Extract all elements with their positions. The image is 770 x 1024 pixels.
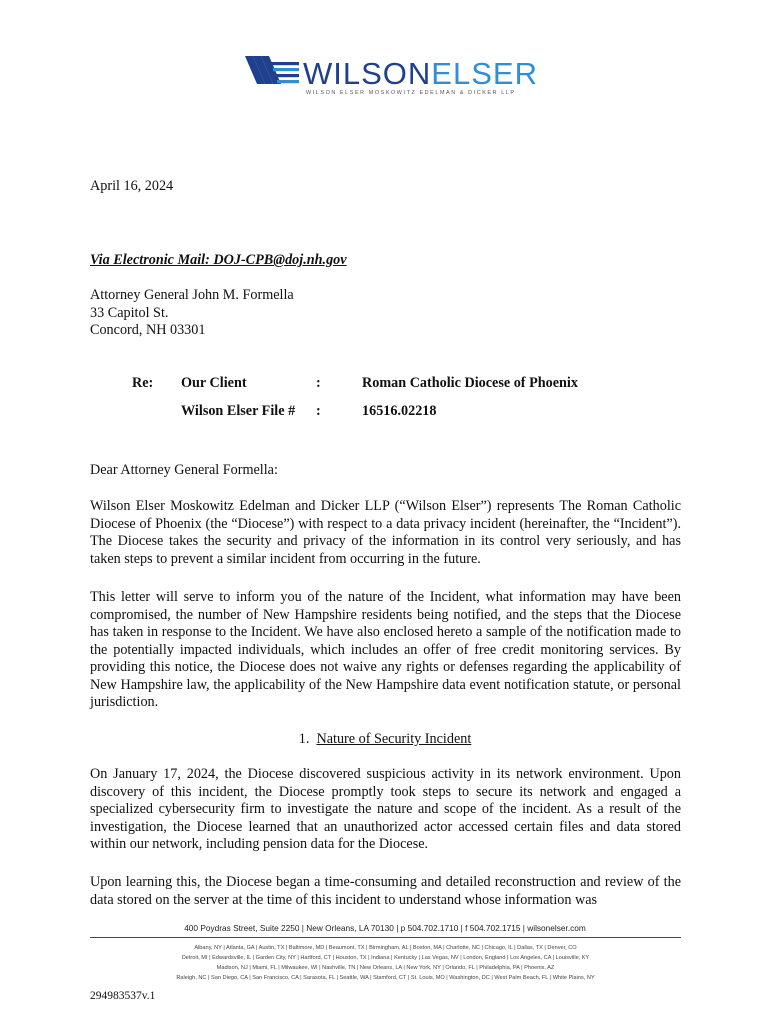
recipient-street: 33 Capitol St. — [90, 304, 169, 321]
letter-date: April 16, 2024 — [90, 178, 174, 194]
re-label: Re: — [132, 375, 154, 391]
re-colon-file: : — [316, 403, 321, 419]
firm-wordmark — [303, 58, 538, 89]
recipient-city: Concord, NH 03301 — [90, 322, 206, 338]
section-heading — [0, 731, 770, 749]
re-field-file: Wilson Elser File # — [181, 403, 296, 419]
document-id: 294983537v.1 — [90, 990, 156, 1002]
body-paragraph-review: Upon learning this, the Diocese began a time-consuming and detailed reconstruction and review of the data stored on the server at the time of this incident to understand whose information was — [90, 874, 681, 908]
footer-cities-line: Detroit, MI | Edwardsville, IL | Garden City, NY | Hartford, CT | Houston, TX | Indiana | Kentucky | Las Vegas, NV | London, England | Los Angeles, CA | Louisville, KY — [181, 955, 590, 961]
body-paragraph-purpose: This letter will serve to inform you of the nature of the Incident, what information may have been compromised, the number of New Hampshire residents being notified, and the steps that the Diocese has taken in response to the Incident. We have also enclosed hereto a sample of the notification made to the potentially impacted individuals, which includes an offer of free credit monitoring services. By providing this notice, the Diocese does not waive any rights or defenses regarding the applicability of New Hampshire law, the applicability of the New Hampshire data event notification statute, or personal jurisdiction. — [90, 589, 681, 710]
footer-address: 400 Poydras Street, Suite 2250 | New Orleans, LA 70130 | p 504.702.1710 | f 504.702.1715 | wilsonelser.com — [184, 923, 586, 933]
firm-wordmark-bold: WILSON — [303, 56, 432, 91]
wilson-elser-logo-mark-icon — [243, 50, 299, 90]
re-colon-client: : — [316, 375, 321, 391]
delivery-method[interactable]: Via Electronic Mail: DOJ-CPB@doj.nh.gov — [90, 252, 347, 268]
re-field-client: Our Client — [181, 375, 247, 391]
firm-tagline: WILSON ELSER MOSKOWITZ EDELMAN & DICKER LLP — [306, 90, 516, 96]
recipient-name: Attorney General John M. Formella — [90, 287, 294, 303]
footer-office-locations — [90, 943, 681, 983]
body-paragraph-incident: On January 17, 2024, the Diocese discovered suspicious activity in its network environment. Upon discovery of this incident, the Diocese promptly took steps to secure its network and engaged a specialized cybersecurity firm to investigate the nature and scope of the incident. As a result of the investigation, the Diocese learned that an unauthorized actor accessed certain files and data stored within our network, including pension data for the Diocese. — [90, 766, 681, 852]
salutation: Dear Attorney General Formella: — [90, 462, 278, 478]
footer-cities-line: Albany, NY | Atlanta, GA | Austin, TX | Baltimore, MD | Beaumont, TX | Birmingham, AL | Boston, MA | Charlotte, NC | Chicago, IL | Dallas, TX | Denver, CO — [194, 945, 577, 951]
letterhead-logo — [243, 46, 538, 102]
section-title: Nature of Security Incident — [316, 731, 472, 747]
footer-cities-line: Raleigh, NC | San Diego, CA | San Francisco, CA | Sarasota, FL | Seattle, WA | Stamford, CT | St. Louis, MO | Washington, DC | West Palm Beach, FL | White Plains, NY — [176, 975, 595, 981]
firm-wordmark-light: ELSER — [431, 56, 538, 91]
body-paragraph-intro: Wilson Elser Moskowitz Edelman and Dicker LLP (“Wilson Elser”) represents The Roman Catholic Diocese of Phoenix (the “Diocese”) with respect to a data privacy incident (hereinafter, the “Incident”). The Diocese takes the security and privacy of the information in its control very seriously, and has taken steps to prevent a similar incident from occurring in the future. — [90, 498, 681, 567]
section-number: 1. — [298, 731, 310, 747]
re-value-client: Roman Catholic Diocese of Phoenix — [362, 375, 578, 391]
footer-cities-line: Madison, NJ | Miami, FL | Milwaukee, WI | Nashville, TN | New Orleans, LA | New York, NY | Orlando, FL | Philadelphia, PA | Phoenix, AZ — [216, 965, 555, 971]
re-value-file: 16516.02218 — [362, 403, 437, 419]
footer-divider — [90, 937, 681, 938]
recipient-address — [90, 287, 294, 340]
